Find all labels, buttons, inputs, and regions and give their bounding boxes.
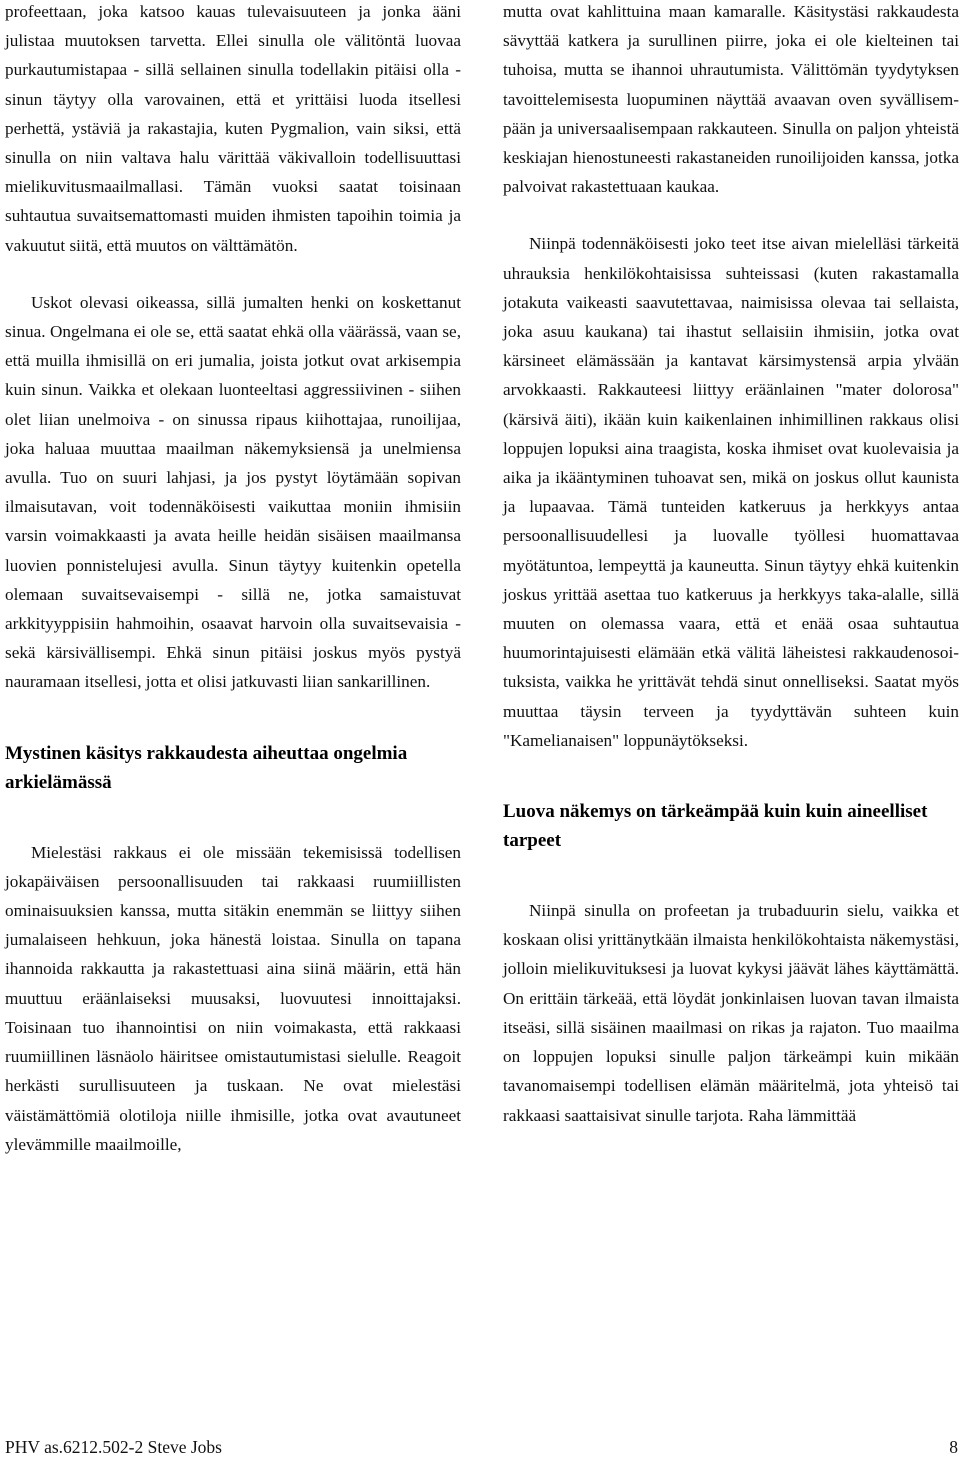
body-paragraph: mutta ovat kahlittuina maan kamaralle. Käsitystäsi rakkaudesta sävyttää katkera ja surullinen piirre, joka ei ole kielteinen tai tuhoisa, mutta se ihannoi uhrautumista. Välittömän tyydytyksen tavoittelemisesta luopuminen näyttää avaavan oven syvällisempään ja universaalisempaan rakkauteen. Sinulla on paljon yhteistä keskiajan hienostuneesti rakastaneiden runoilijoiden kanssa, jotka palvoivat rakastettuaan kaukaa. bbox=[503, 2, 959, 197]
page-number: 8 bbox=[949, 1437, 958, 1457]
body-paragraph: Niinpä sinulla on profeetan ja trubaduurin sielu, vaikka et koskaan olisi yrittänytkään ilmaista henkilökohtaista näkemystäsi, jolloin mielikuvituksesi ja luovat kykysi jäävät lähes käyttämättä. On erittäin tärkeää, että löydät jonkinlaisen luovan tavan ilmaista itseäsi, sillä sisäinen maailmasi on rikas ja rajaton. Tuo maailma on loppujen lopuksi sinulle paljon tärkeämpi kuin mikään tavanomaisempi todellisen elämän määritelmä, jota yhteisö tai rakkaasi saattaisivat sinulle tarjota. Raha lämmittää bbox=[503, 901, 959, 1125]
right-column bbox=[503, 0, 959, 1130]
section-heading: Luova näkemys on tärkeämpää kuin kuin aineelliset tarpeet bbox=[503, 801, 928, 852]
left-column bbox=[5, 0, 461, 1159]
body-paragraph: Niinpä todennäköisesti joko teet itse aivan mielelläsi tärkeitä uhrauksia henkilökohtaisissa suhteissasi (kuten rakastamalla jotakuta vaikeasti saavutettavaa, naimisissa olevaa tai sellaista, joka asuu kaukana) tai ihastut sellaisiin ihmisiin, jotka ovat kärsineet elämässään ja kantavat kärsimystensä arpia ylvään arvokkaasti. Rakkauteesi liittyy eräänlainen "mater dolorosa" (kärsivä äiti), ikään kuin kaikenlainen inhimillinen rakkaus olisi loppujen lopuksi aina traagista, koska ihmiset ovat kuolevaisia ja aika ja ikääntyminen tuhoavat sen, mikä on joskus ollut kaunista ja lupaavaa. Tämä tunteiden katkeruus ja herkkyys antaa persoonallisuudellesi ja luovalle työllesi huomattavaa myötätuntoa, lempeyttä ja kauneutta. Sinun täytyy ehkä kuitenkin joskus yrittää asettaa tuo katkeruus ja herkkyys taka-alalle, sillä muuten on olemassa vaara, että et enää osaa suhtautua huumorintajuisesti elämään etkä välitä läheistesi rakkaudenosoituksista, vaikka he yrittävät tehdä sinut onnelliseksi. Saatat myös muuttaa täysin terveen ja tyydyttävän suhteen kuin "Kamelianaisen" loppunäytökseksi. bbox=[503, 234, 959, 750]
section-heading: Mystinen käsitys rakkaudesta aiheuttaa ongelmia arkielämässä bbox=[5, 742, 408, 793]
footer-document-id: PHV as.6212.502-2 Steve Jobs bbox=[5, 1437, 222, 1457]
body-paragraph: profeettaan, joka katsoo kauas tulevaisuuteen ja jonka ääni julistaa muutoksen tarvetta. Ellei sinulla ole välitöntä luovaa purkautumistapaa - sillä sellainen sinulla todellakin pitäisi olla - sinun täytyy olla varovainen, että et yrittäisi luoda itsellesi perhettä, ystäviä ja rakastajia, kuten Pygmalion, vain siksi, että sinulla on niin valtava halu värittää väkivalloin todellisuuttasi mielikuvitusmaailmallasi. Tämän vuoksi saatat toisinaan suhtautua suvaitsemattomasti muiden ihmisten tapoihin toimia ja vakuutut siitä, että muutos on välttämätön. bbox=[5, 2, 461, 255]
body-paragraph: Mielestäsi rakkaus ei ole missään tekemisissä todellisen jokapäiväisen persoonallisuuden tai rakkaasi ruumiillisten ominaisuuksien kanssa, mutta sitäkin enemmän se liittyy siihen jumalaiseen hehkuun, joka hänestä loistaa. Sinulla on tapana ihannoida rakkautta ja rakastettuasi aina siinä määrin, että hän muuttuu eräänlaiseksi muusaksi, luovuutesi innoittajaksi. Toisinaan tuo ihannointisi on niin voimakasta, että rakkaasi ruumiillinen läsnäolo häiritsee omistautumistasi sielulle. Reagoit herkästi surullisuuteen ja tuskaan. Ne ovat mielestäsi väistämättömiä olotiloja niille ihmisille, jotka ovat avautuneet ylevämmille maailmoille, bbox=[5, 842, 461, 1154]
body-paragraph: Uskot olevasi oikeassa, sillä jumalten henki on koskettanut sinua. Ongelmana ei ole se, että saatat ehkä olla väärässä, vaan se, että muilla ihmisillä on eri jumalia, joista jotkut ovat arkisempia kuin sinun. Vaikka et olekaan luonteeltasi aggressiivinen - siihen olet liian unelmoiva - on sinussa ripaus kiihottajaa, runoilijaa, joka haluaa muuttaa maailman näkemyksiensä ja unelmiensa avulla. Tuo on suuri lahjasi, ja jos pystyt löytämään sopivan ilmaisutavan, voit todennäköisesti vaikuttaa moniin ihmisiin varsin voimakkaasti ja avata heille heidän sisäisen maailmansa luovien ponnistelujesi avulla. Sinun täytyy kuitenkin opetella olemaan suvaitsevaisempi - sillä ne, jotka samaistuvat arkkityyppisiin hahmoihin, osaavat harvoin olla suvaitsevaisia - sekä kärsivällisempi. Ehkä sinun pitäisi joskus myös pystyä nauramaan itsellesi, jotta et olisi jatkuvasti liian sankarillinen. bbox=[5, 292, 461, 692]
